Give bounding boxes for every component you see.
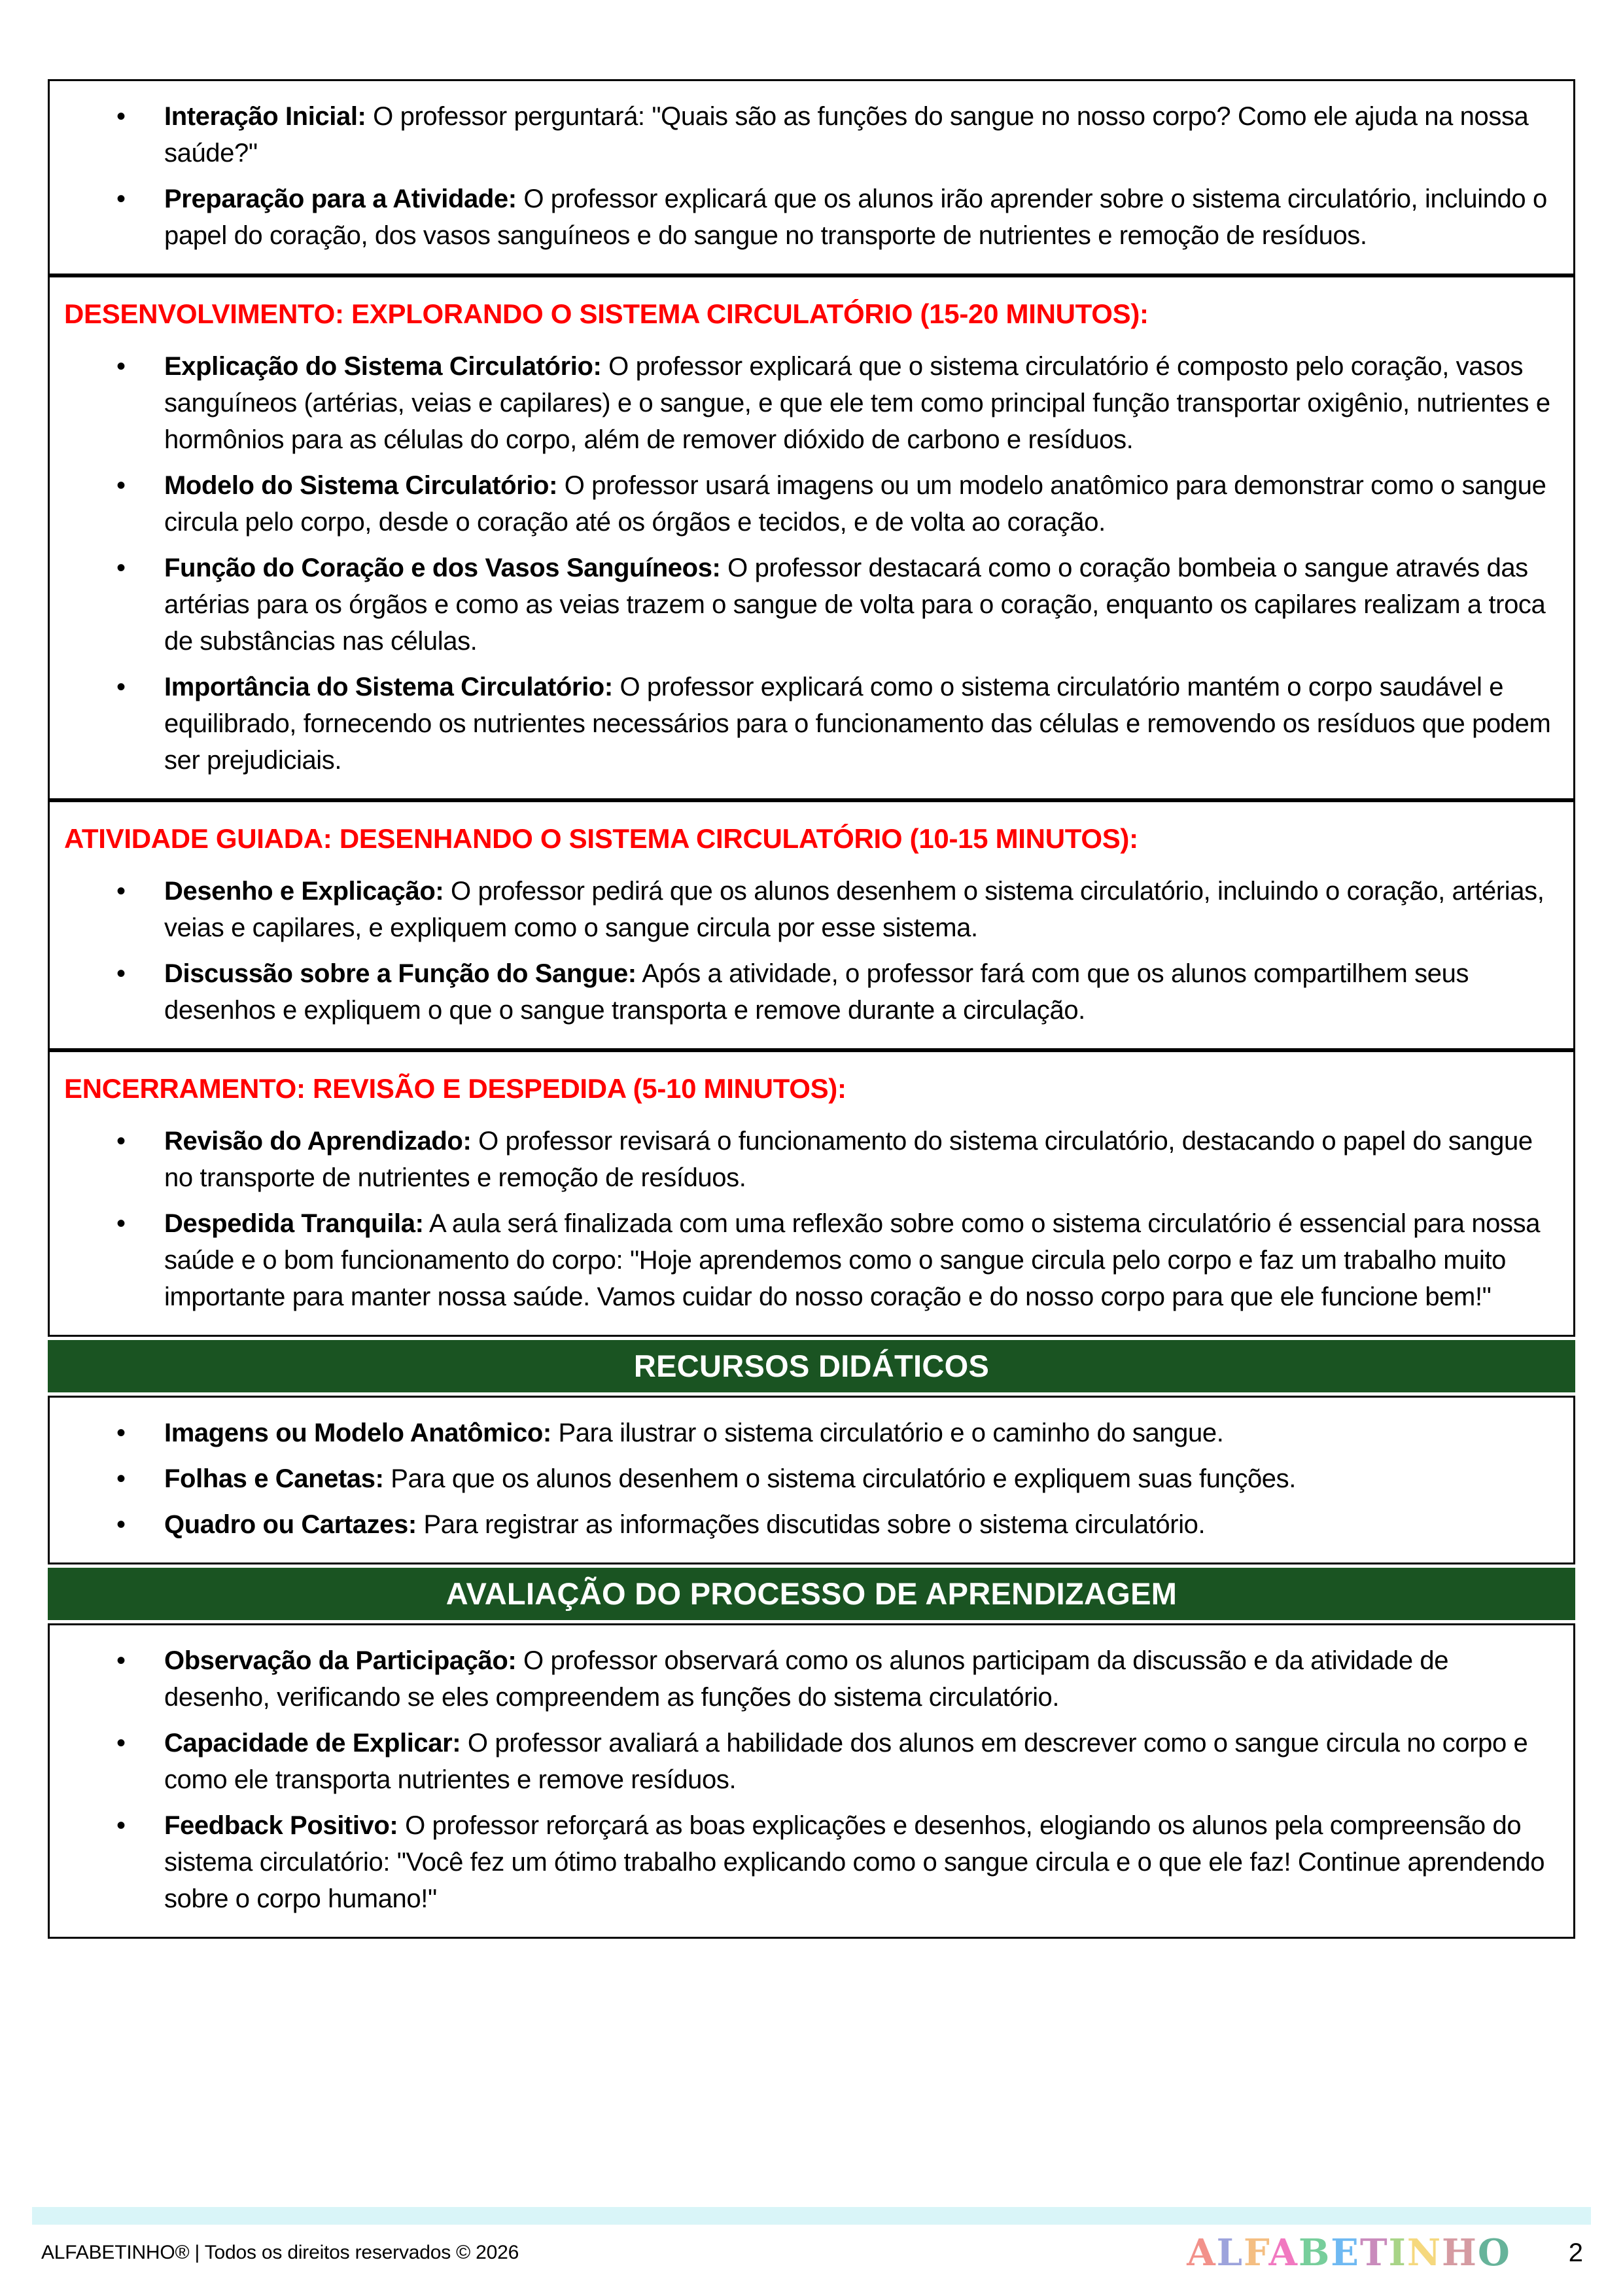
- bullet-lead: Interação Inicial:: [164, 102, 366, 131]
- bullet-icon: •: [116, 1464, 126, 1493]
- logo-letter: F: [1244, 2231, 1269, 2274]
- bullet-text: O professor avaliará a habilidade dos alunos em descrever como o sangue circula no corpo e como ele transporta nutrientes e remove resíduos.: [164, 1729, 1528, 1794]
- logo-letter: H: [1442, 2231, 1478, 2274]
- bullet-icon: •: [116, 554, 126, 582]
- bullet-item: [64, 1807, 1554, 1917]
- bullet-icon: •: [116, 877, 126, 906]
- bullet-icon: •: [116, 471, 126, 500]
- bullet-item: [64, 1725, 1554, 1798]
- page-number: 2: [1568, 2238, 1583, 2267]
- bullet-icon: •: [116, 352, 126, 381]
- logo-letter: L: [1216, 2231, 1244, 2274]
- logo-letter: T: [1359, 2231, 1389, 2274]
- bullet-lead: Folhas e Canetas:: [164, 1464, 384, 1493]
- bullet-item: [64, 467, 1554, 540]
- section-encerramento-box: [48, 1050, 1575, 1337]
- logo-letter: A: [1268, 2231, 1299, 2274]
- intro-box: [48, 79, 1575, 275]
- bullet-lead: Capacidade de Explicar:: [164, 1729, 461, 1757]
- section-title-atividade-guiada: ATIVIDADE GUIADA: DESENHANDO O SISTEMA CIRCULATÓRIO (10-15 MINUTOS):: [64, 823, 1138, 854]
- bullet-icon: •: [116, 1209, 126, 1238]
- bullet-item: [64, 348, 1554, 458]
- bullet-text: O professor explicará que o sistema circulatório é composto pelo coração, vasos sanguíneos (artérias, veias e capilares) e o sangue, e que ele tem como principal função transportar oxigênio, nutrientes e hormônios para as células do corpo, além de remover dióxido de carbono e resíduos.: [164, 352, 1550, 454]
- logo-letter: E: [1331, 2231, 1360, 2274]
- avaliacao-bullet-list: [64, 1642, 1554, 1917]
- logo-letter: I: [1388, 2231, 1407, 2274]
- page-content: [48, 79, 1575, 1939]
- banner-recursos-didaticos: RECURSOS DIDÁTICOS: [48, 1340, 1575, 1392]
- footer: [41, 2230, 1583, 2276]
- bullet-icon: •: [116, 1811, 126, 1840]
- bullet-item: [64, 1123, 1554, 1196]
- bullet-text: O professor observará como os alunos participam da discussão e da atividade de desenho, verificando se eles compreendem as funções do sistema circulatório.: [164, 1646, 1449, 1712]
- bullet-item: [64, 669, 1554, 779]
- bullet-text: A aula será finalizada com uma reflexão sobre como o sistema circulatório é essencial para nossa saúde e o bom funcionamento do corpo: "Hoje aprendemos como o sangue circula pelo corpo e faz um trabalho muito importante para manter nossa saúde. Vamos cuidar do nosso coração e do nosso corpo para que ele funcione bem!": [164, 1209, 1541, 1311]
- bullet-icon: •: [116, 102, 126, 131]
- bullet-item: [64, 98, 1554, 171]
- logo-letter: O: [1477, 2231, 1511, 2274]
- logo-letter: N: [1406, 2231, 1442, 2274]
- bullet-lead: Função do Coração e dos Vasos Sanguíneos:: [164, 554, 721, 582]
- bullet-text: O professor reforçará as boas explicações e desenhos, elogiando os alunos pela compreensão do sistema circulatório: "Você fez um ótimo trabalho explicando como o sangue circula e o que ele faz! Continue aprendendo sobre o corpo humano!": [164, 1811, 1545, 1913]
- bullet-text: O professor pedirá que os alunos desenhem o sistema circulatório, incluindo o coração, artérias, veias e capilares, e expliquem como o sangue circula por esse sistema.: [164, 877, 1544, 942]
- bullet-item: [64, 873, 1554, 946]
- recursos-box: [48, 1396, 1575, 1564]
- bullet-text: Para registrar as informações discutidas sobre o sistema circulatório.: [416, 1510, 1206, 1539]
- section-atividade-guiada-box: [48, 800, 1575, 1050]
- bullet-icon: •: [116, 959, 126, 988]
- bullet-item: [64, 1205, 1554, 1315]
- bullet-text: Para ilustrar o sistema circulatório e o caminho do sangue.: [551, 1419, 1224, 1447]
- bullet-text: O professor usará imagens ou um modelo anatômico para demonstrar como o sangue circula pelo corpo, desde o coração até os órgãos e tecidos, e de volta ao coração.: [164, 471, 1546, 537]
- bullet-lead: Observação da Participação:: [164, 1646, 517, 1675]
- bullet-lead: Preparação para a Atividade:: [164, 185, 517, 213]
- bullet-lead: Explicação do Sistema Circulatório:: [164, 352, 602, 381]
- bullet-lead: Feedback Positivo:: [164, 1811, 398, 1840]
- bullet-item: [64, 550, 1554, 660]
- bullet-lead: Quadro ou Cartazes:: [164, 1510, 417, 1539]
- bullet-text: Para que os alunos desenhem o sistema circulatório e expliquem suas funções.: [383, 1464, 1296, 1493]
- bullet-text: O professor revisará o funcionamento do sistema circulatório, destacando o papel do sangue no transporte de nutrientes e remoção de resíduos.: [164, 1127, 1533, 1192]
- bullet-text: O professor explicará que os alunos irão aprender sobre o sistema circulatório, incluindo o papel do coração, dos vasos sanguíneos e do sangue no transporte de nutrientes e remoção de resíduos.: [164, 185, 1547, 250]
- section-title-encerramento: ENCERRAMENTO: REVISÃO E DESPEDIDA (5-10 MINUTOS):: [64, 1073, 846, 1104]
- bullet-item: [64, 1506, 1554, 1543]
- bullet-lead: Modelo do Sistema Circulatório:: [164, 471, 557, 500]
- bullet-item: [64, 1642, 1554, 1716]
- bullet-lead: Importância do Sistema Circulatório:: [164, 673, 613, 701]
- bullet-icon: •: [116, 1729, 126, 1757]
- logo-letter: B: [1298, 2231, 1331, 2274]
- footer-accent-band: [32, 2207, 1591, 2225]
- bullet-text: O professor destacará como o coração bombeia o sangue através das artérias para os órgãos e como as veias trazem o sangue de volta para o coração, enquanto os capilares realizam a troca de substâncias nas células.: [164, 554, 1546, 656]
- bullet-lead: Imagens ou Modelo Anatômico:: [164, 1419, 551, 1447]
- section-desenvolvimento-box: [48, 275, 1575, 800]
- logo-letter: A: [1187, 2231, 1217, 2274]
- bullet-item: [64, 1460, 1554, 1497]
- section-title-desenvolvimento: DESENVOLVIMENTO: EXPLORANDO O SISTEMA CIRCULATÓRIO (15-20 MINUTOS):: [64, 298, 1149, 329]
- bullet-item: [64, 955, 1554, 1029]
- bullet-icon: •: [116, 1510, 126, 1539]
- bullet-text: O professor explicará como o sistema circulatório mantém o corpo saudável e equilibrado, fornecendo os nutrientes necessários para o funcionamento das células e removendo os resíduos que podem ser prejudiciais.: [164, 673, 1551, 775]
- bullet-lead: Desenho e Explicação:: [164, 877, 444, 906]
- desenvolvimento-bullet-list: [64, 348, 1554, 779]
- bullet-icon: •: [116, 185, 126, 213]
- footer-copyright: ALFABETINHO® | Todos os direitos reservados © 2026: [41, 2242, 519, 2263]
- avaliacao-box: [48, 1623, 1575, 1939]
- banner-avaliacao: AVALIAÇÃO DO PROCESSO DE APRENDIZAGEM: [48, 1568, 1575, 1620]
- encerramento-bullet-list: [64, 1123, 1554, 1315]
- footer-right-group: [1187, 2231, 1583, 2274]
- bullet-icon: •: [116, 1419, 126, 1447]
- recursos-bullet-list: [64, 1415, 1554, 1543]
- bullet-lead: Revisão do Aprendizado:: [164, 1127, 472, 1156]
- intro-bullet-list: [64, 98, 1554, 254]
- bullet-icon: •: [116, 1127, 126, 1156]
- bullet-lead: Discussão sobre a Função do Sangue:: [164, 959, 637, 988]
- bullet-icon: •: [116, 1646, 126, 1675]
- bullet-text: Após a atividade, o professor fará com que os alunos compartilhem seus desenhos e expliquem o que o sangue transporta e remove durante a circulação.: [164, 959, 1469, 1025]
- bullet-text: O professor perguntará: "Quais são as funções do sangue no nosso corpo? Como ele ajuda na nossa saúde?": [164, 102, 1529, 168]
- bullet-item: [64, 1415, 1554, 1451]
- bullet-item: [64, 181, 1554, 254]
- bullet-lead: Despedida Tranquila:: [164, 1209, 424, 1238]
- alfabetinho-logo: [1187, 2231, 1511, 2274]
- bullet-icon: •: [116, 673, 126, 701]
- atividade-bullet-list: [64, 873, 1554, 1029]
